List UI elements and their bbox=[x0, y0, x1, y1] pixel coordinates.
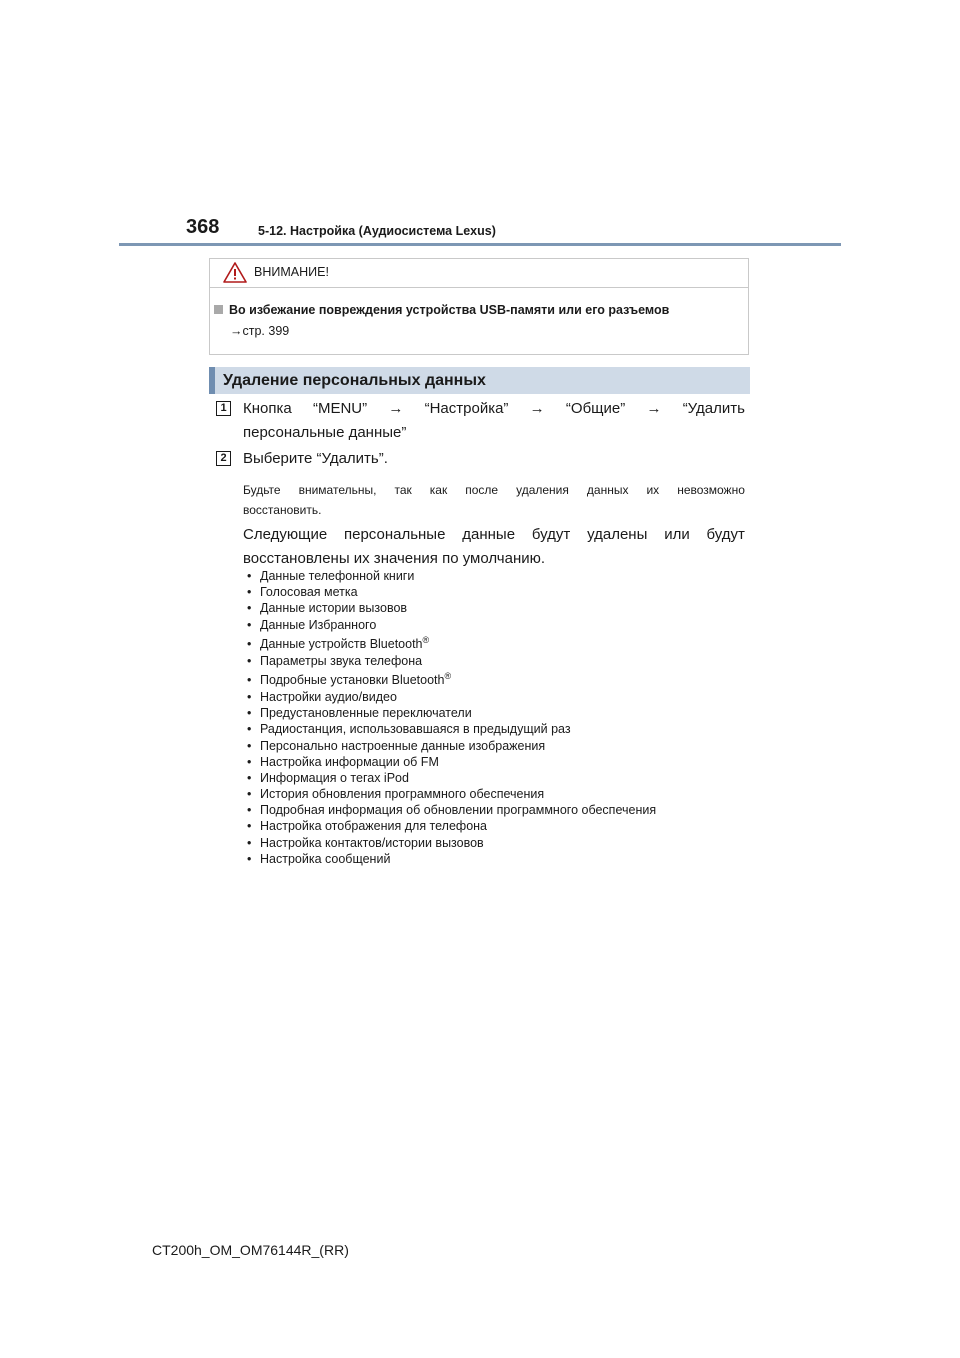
note-word: удаления bbox=[516, 483, 569, 497]
list-item bbox=[247, 705, 656, 721]
list-item-text: Данные Избранного bbox=[260, 617, 377, 632]
bullet: • bbox=[247, 689, 252, 704]
registered-mark: ® bbox=[444, 670, 452, 681]
list-item-text: Данные устройств Bluetooth bbox=[260, 636, 423, 651]
list-item bbox=[247, 754, 656, 770]
note-word: так bbox=[394, 483, 412, 497]
bullet: • bbox=[247, 851, 252, 866]
list-item bbox=[247, 689, 656, 705]
note-line-2: восстановить. bbox=[243, 503, 322, 517]
list-item bbox=[247, 835, 656, 851]
list-item bbox=[247, 818, 656, 834]
warning-note bbox=[243, 480, 745, 520]
caution-label: ВНИМАНИЕ! bbox=[254, 265, 329, 279]
bullet: • bbox=[247, 787, 252, 802]
note-word: после bbox=[465, 483, 499, 497]
step-2-text: Выберите “Удалить”. bbox=[243, 450, 388, 467]
arrow-icon: → bbox=[646, 400, 662, 417]
intro-word: данные bbox=[462, 526, 516, 543]
note-word: невозможно bbox=[677, 483, 745, 497]
list-item-text: Настройка отображения для телефона bbox=[260, 819, 488, 834]
list-item-text: Данные истории вызовов bbox=[260, 601, 408, 616]
bullet: • bbox=[247, 803, 252, 818]
list-item-text: Настройка сообщений bbox=[260, 851, 391, 866]
step-1-word: “Общие” bbox=[565, 400, 626, 417]
square-bullet-icon bbox=[214, 305, 223, 314]
list-item bbox=[247, 802, 656, 818]
caution-page-reference: →стр. 399 bbox=[230, 324, 290, 338]
list-item bbox=[247, 584, 656, 600]
intro-word: или bbox=[664, 526, 690, 543]
step-1-line-1 bbox=[243, 397, 745, 421]
bullet: • bbox=[247, 601, 252, 616]
document-code-footer: CT200h_OM_OM76144R_(RR) bbox=[152, 1242, 349, 1258]
list-item bbox=[247, 738, 656, 754]
arrow-icon: → bbox=[388, 400, 404, 417]
list-item-text: Данные телефонной книги bbox=[260, 569, 415, 583]
chapter-title: 5-12. Настройка (Аудиосистема Lexus) bbox=[258, 224, 496, 238]
list-item bbox=[247, 770, 656, 786]
page-number: 368 bbox=[186, 216, 220, 238]
step-1-line-2: персональные данные” bbox=[243, 424, 407, 441]
section-heading-accent bbox=[209, 367, 215, 394]
list-item bbox=[247, 851, 656, 867]
list-item-text: Подробные установки Bluetooth bbox=[260, 672, 445, 687]
bullet: • bbox=[247, 672, 252, 687]
step-number-badge: 2 bbox=[216, 451, 231, 466]
registered-mark: ® bbox=[422, 634, 430, 645]
list-item-text: История обновления программного обеспечения bbox=[260, 787, 545, 802]
bullet: • bbox=[247, 770, 252, 785]
note-word: данных bbox=[586, 483, 629, 497]
bullet: • bbox=[247, 706, 252, 721]
bullet: • bbox=[247, 754, 252, 769]
intro-word: будут bbox=[706, 526, 745, 543]
list-item-text: Параметры звука телефона bbox=[260, 653, 423, 668]
list-item-text: Настройки аудио/видео bbox=[260, 689, 397, 704]
note-line-1 bbox=[243, 480, 745, 500]
personal-data-list bbox=[247, 568, 656, 867]
bullet: • bbox=[247, 819, 252, 834]
step-1-word: “MENU” bbox=[312, 400, 368, 417]
list-item-text: Настройка контактов/истории вызовов bbox=[260, 835, 484, 850]
caution-item-title bbox=[214, 303, 669, 317]
note-word: Будьте bbox=[243, 483, 281, 497]
section-heading-text: Удаление персональных данных bbox=[223, 372, 486, 389]
bullet: • bbox=[247, 569, 252, 583]
intro-word: будут bbox=[531, 526, 571, 543]
list-item-text: Информация о тегах iPod bbox=[260, 770, 409, 785]
list-item-text: Предустановленные переключатели bbox=[260, 706, 472, 721]
note-word: как bbox=[429, 483, 448, 497]
list-item-text: Подробная информация об обновлении программного обеспечения bbox=[260, 803, 657, 818]
list-item bbox=[247, 786, 656, 802]
list-item bbox=[247, 633, 656, 653]
bullet: • bbox=[247, 617, 252, 632]
list-intro-paragraph bbox=[243, 523, 745, 571]
list-item bbox=[247, 600, 656, 616]
note-word: их bbox=[646, 483, 660, 497]
bullet: • bbox=[247, 653, 252, 668]
caution-divider bbox=[210, 287, 748, 288]
arrow-icon: → bbox=[529, 400, 545, 417]
list-item bbox=[247, 568, 656, 584]
step-number-badge: 1 bbox=[216, 401, 231, 416]
list-item-text: Настройка информации об FM bbox=[260, 754, 439, 769]
list-item bbox=[247, 721, 656, 737]
intro-word: удалены bbox=[587, 526, 648, 543]
step-1-word: “Удалить bbox=[682, 400, 745, 417]
intro-line-1 bbox=[243, 523, 745, 547]
step-1-text bbox=[243, 397, 745, 445]
list-item-text: Голосовая метка bbox=[260, 585, 358, 600]
step-1-word: Кнопка bbox=[243, 400, 292, 417]
caution-box bbox=[209, 258, 749, 355]
intro-word: Следующие bbox=[243, 526, 328, 543]
caution-header bbox=[223, 259, 748, 287]
list-item bbox=[247, 617, 656, 633]
note-word: внимательны, bbox=[298, 483, 377, 497]
bullet: • bbox=[247, 835, 252, 850]
section-heading bbox=[209, 367, 750, 394]
caution-item-text: Во избежание повреждения устройства USB-памяти или его разъемов bbox=[229, 303, 670, 317]
intro-line-2: восстановлены их значения по умолчанию. bbox=[243, 550, 546, 567]
bullet: • bbox=[247, 585, 252, 600]
list-item-text: Радиостанция, использовавшаяся в предыдущий раз bbox=[260, 722, 571, 737]
list-item-text: Персонально настроенные данные изображения bbox=[260, 738, 546, 753]
bullet: • bbox=[247, 722, 252, 737]
list-item bbox=[247, 669, 656, 689]
warning-triangle-icon bbox=[223, 262, 247, 283]
step-1-word: “Настройка” bbox=[424, 400, 509, 417]
list-item bbox=[247, 653, 656, 669]
header-rule bbox=[119, 243, 841, 246]
bullet: • bbox=[247, 636, 252, 651]
intro-word: персональные bbox=[344, 526, 446, 543]
bullet: • bbox=[247, 738, 252, 753]
